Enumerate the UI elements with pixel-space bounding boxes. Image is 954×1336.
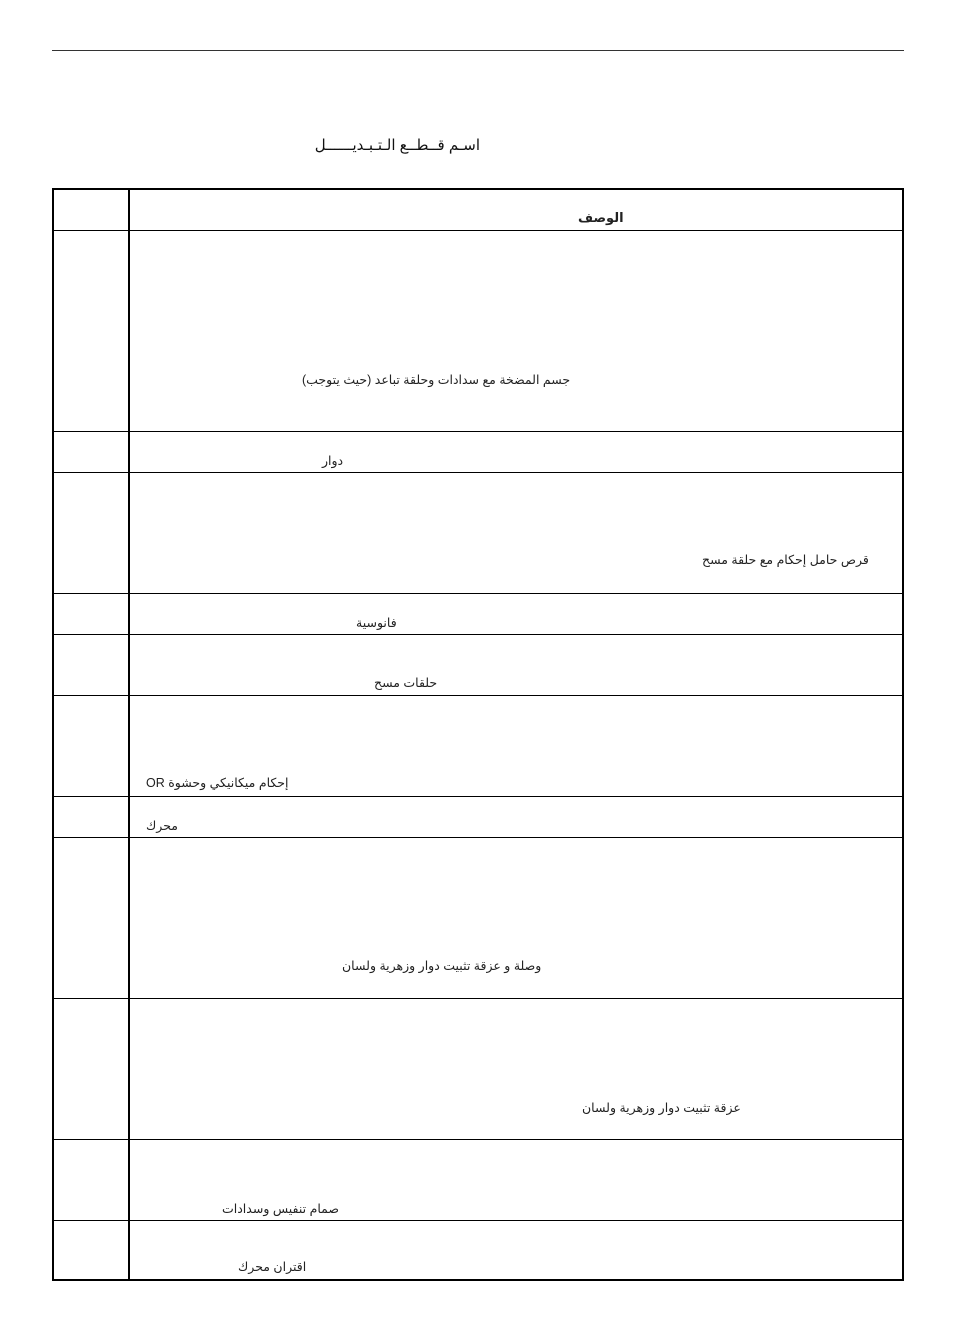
table-row [54, 432, 902, 473]
part-description: إحكام ميكانيكي وحشوة OR [146, 776, 289, 790]
table-row [54, 594, 902, 635]
part-description: حلقات مسح [374, 676, 438, 690]
table-row [54, 999, 902, 1140]
table-row [54, 797, 902, 838]
part-description: دوار [322, 454, 344, 468]
table-header-row [54, 190, 902, 231]
table-row [54, 231, 902, 432]
part-description: جسم المضخة مع سدادات وحلقة تباعد (حيث يتوجب) [302, 373, 571, 387]
table-row [54, 1140, 902, 1221]
column-header-description: الوصف [578, 210, 624, 225]
part-description: محرك [146, 819, 178, 833]
table-row [54, 838, 902, 999]
header-rule [52, 50, 904, 51]
table-row [54, 1221, 902, 1281]
part-description: فانوسية [356, 616, 397, 630]
table-row [54, 473, 902, 594]
part-description: وصلة و عزقة تثبيت دوار وزهرية ولسان [342, 959, 542, 973]
part-description: عزقة تثبيت دوار وزهرية ولسان [582, 1101, 741, 1115]
table-row [54, 696, 902, 797]
table-row [54, 635, 902, 696]
spare-parts-table [52, 188, 904, 1281]
page-title: اسـم قــطــع الـتـبـديــــــل [314, 137, 480, 154]
part-description: اقتران محرك [238, 1260, 307, 1274]
column-divider [128, 190, 130, 1279]
part-description: قرص حامل إحكام مع حلقة مسح [702, 553, 869, 567]
part-description: صمام تنفيس وسدادات [222, 1202, 339, 1216]
